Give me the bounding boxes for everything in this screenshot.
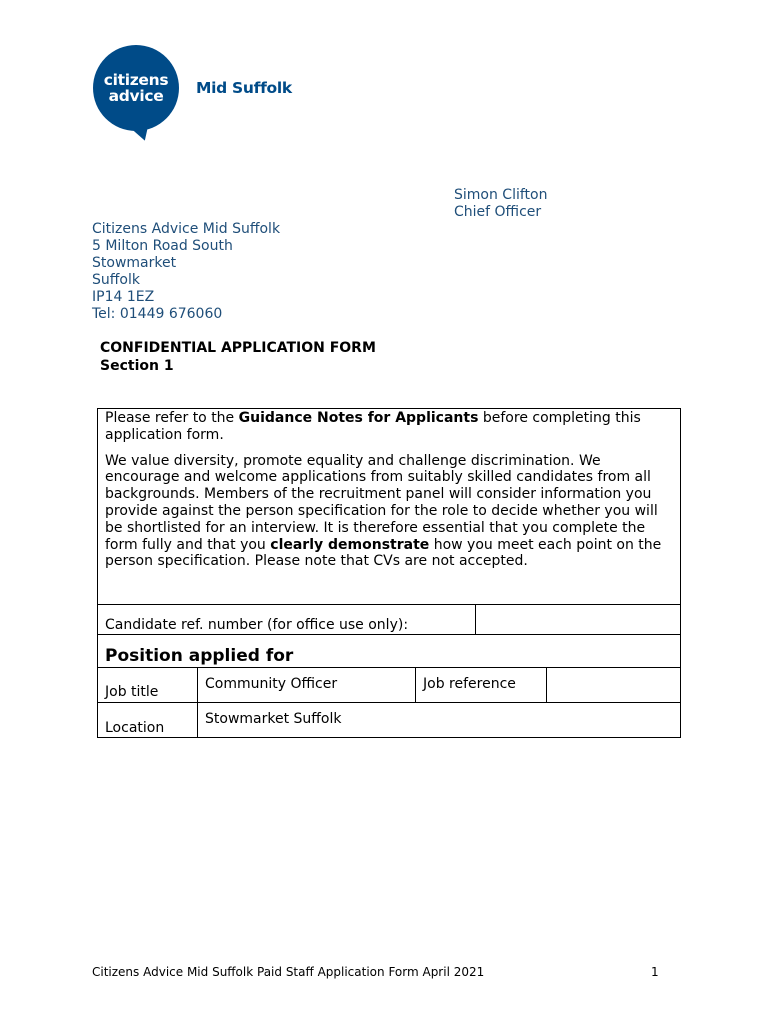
footer-text: Citizens Advice Mid Suffolk Paid Staff Application Form April 2021 [92,965,485,979]
address-tel: Tel: 01449 676060 [92,306,223,322]
guidance-notes-emphasis: Guidance Notes for Applicants [238,410,479,426]
logo-branch-name: Mid Suffolk [196,79,292,97]
sender-title: Chief Officer [454,204,542,220]
intro-p2-text: We value diversity, promote equality and challenge discrimination. We encourage and welcome applications from suitably skilled candidates from all backgrounds. Members of the recruitment panel will consider information you provide against the person specification for the role to decide whether you will be shortlisted for an interview. It is therefore essential that you complete the form fully and that you [105,452,658,553]
clearly-demonstrate-emphasis: clearly demonstrate [270,536,430,553]
intro-paragraph-1 [105,410,673,444]
position-heading: Position applied for [98,635,681,668]
address-block [92,221,280,323]
address-postcode: IP14 1EZ [92,289,155,305]
job-reference-field[interactable] [547,668,681,703]
intro-p2-text-end: how you meet each point on the person specification. Please note that CVs are not accepted. [105,536,662,570]
form-heading [100,340,376,375]
job-reference-label: Job reference [416,668,547,703]
address-town: Stowmarket [92,255,177,271]
citizens-advice-logo [93,45,303,145]
location-field[interactable]: Stowmarket Suffolk [198,703,681,738]
candidate-ref-label: Candidate ref. number (for office use only): [98,605,476,635]
sender-name: Simon Clifton [454,187,548,203]
logo-circle [93,45,179,131]
job-title-field[interactable]: Community Officer [198,668,416,703]
logo-word-citizens: citizens [103,71,169,89]
sender-block [454,187,547,221]
job-title-label: Job title [98,668,198,703]
section-label: Section 1 [100,357,174,374]
intro-p1-text-end: before completing this application form. [105,410,641,443]
intro-paragraph-2 [105,453,673,571]
page-number: 1 [651,965,659,979]
intro-cell [98,409,681,605]
address-county: Suffolk [92,272,140,288]
address-org: Citizens Advice Mid Suffolk [92,221,281,237]
intro-p1-text: Please refer to the [105,410,239,426]
logo-word-advice: advice [108,87,164,105]
candidate-ref-field[interactable] [476,605,681,635]
application-form-table [97,408,681,738]
address-street: 5 Milton Road South [92,238,233,254]
location-label: Location [98,703,198,738]
form-title: CONFIDENTIAL APPLICATION FORM [100,340,376,356]
